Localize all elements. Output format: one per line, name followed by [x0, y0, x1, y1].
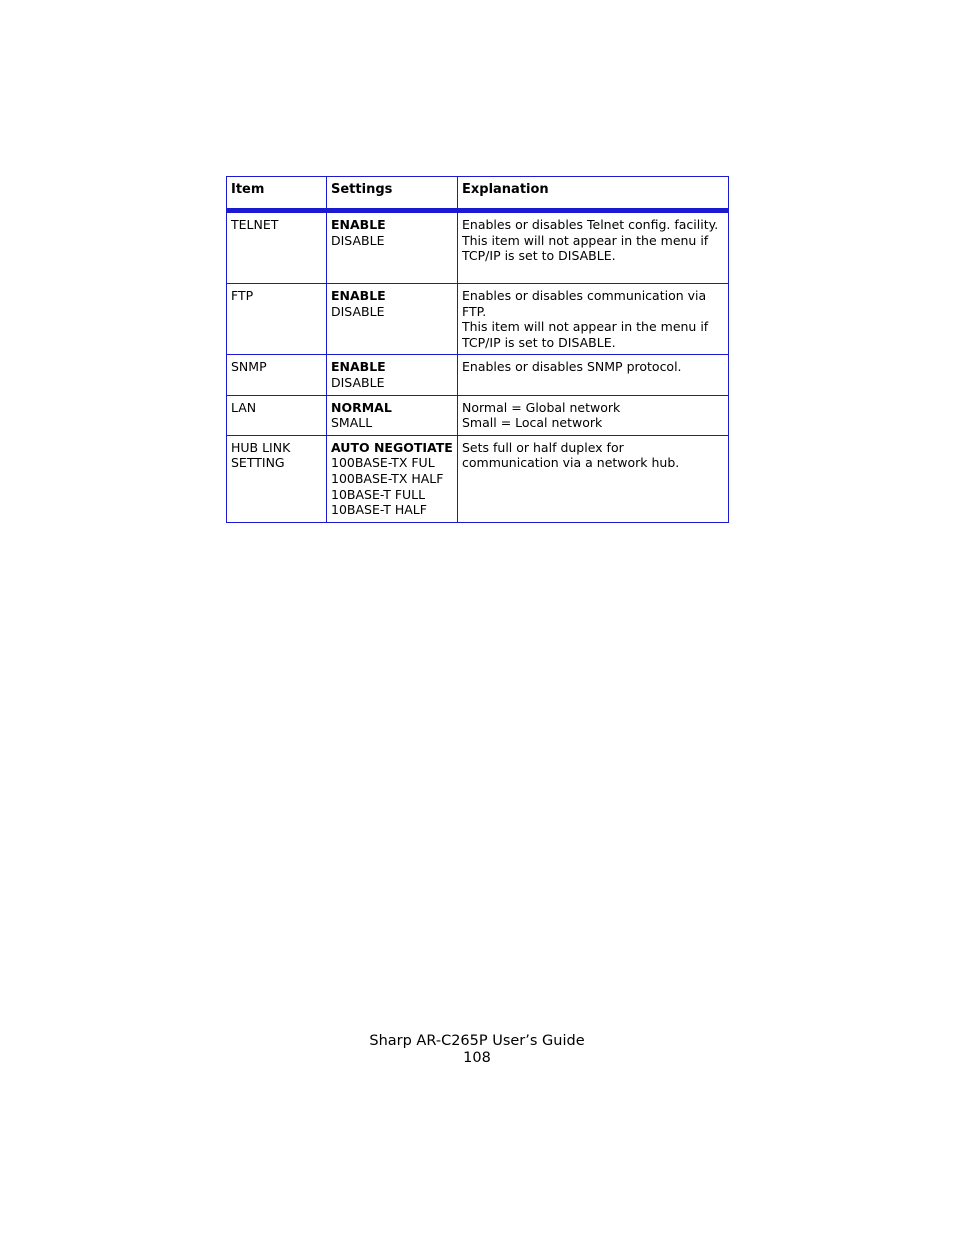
item-cell — [227, 435, 327, 522]
item-label: LAN — [231, 399, 257, 415]
setting-option: DISABLE — [331, 303, 385, 319]
item-label: SNMP — [231, 359, 267, 375]
item-cell — [227, 395, 327, 435]
footer-title: Sharp AR-C265P User’s Guide — [369, 1033, 585, 1049]
item-label: HUB LINK — [231, 439, 291, 455]
setting-option: 100BASE-TX FUL — [331, 455, 435, 471]
item-label: TELNET — [231, 217, 279, 232]
table-row — [227, 435, 729, 522]
table-row — [227, 284, 729, 355]
default-setting: NORMAL — [331, 399, 392, 415]
item-cell — [227, 211, 327, 284]
page-number: 108 — [463, 1050, 491, 1066]
header-explanation: Explanation — [458, 177, 729, 211]
setting-option: 10BASE-T FULL — [331, 486, 426, 502]
header-settings: Settings — [327, 177, 458, 211]
setting-option: 10BASE-T HALF — [331, 502, 427, 518]
explanation-note: This item will not appear in the menu if TCP/IP is set to DISABLE. — [462, 319, 709, 350]
item-cell — [227, 355, 327, 395]
explanation-text: Enables or disables communication via FTP. — [462, 288, 707, 319]
explanation-text: Sets full or half duplex for communication via a network hub. — [462, 439, 680, 471]
explanation-note: This item will not appear in the menu if TCP/IP is set to DISABLE. — [462, 232, 709, 264]
explanation-cell — [458, 284, 729, 355]
explanation-text: Small = Local network — [462, 415, 603, 431]
explanation-cell — [458, 395, 729, 435]
setting-option: 100BASE-TX HALF — [331, 470, 444, 486]
default-setting: ENABLE — [331, 217, 386, 232]
default-setting: ENABLE — [331, 359, 386, 375]
setting-option: SMALL — [331, 415, 373, 431]
explanation-text: Enables or disables SNMP protocol. — [462, 359, 682, 375]
explanation-text: Normal = Global network — [462, 399, 621, 415]
explanation-cell — [458, 211, 729, 284]
item-label: SETTING — [231, 455, 285, 471]
table-row — [227, 395, 729, 435]
explanation-cell — [458, 355, 729, 395]
item-label: FTP — [231, 288, 254, 303]
setting-option: DISABLE — [331, 374, 385, 390]
settings-cell — [327, 284, 458, 355]
settings-cell — [327, 355, 458, 395]
table-row — [227, 211, 729, 284]
item-cell — [227, 284, 327, 355]
default-setting: AUTO NEGOTIATE — [331, 439, 453, 455]
settings-cell — [327, 211, 458, 284]
page-footer — [0, 1033, 954, 1067]
explanation-cell — [458, 435, 729, 522]
explanation-text: Enables or disables Telnet config. facility. — [462, 217, 719, 232]
setting-option: DISABLE — [331, 232, 385, 248]
settings-cell — [327, 395, 458, 435]
table-row — [227, 355, 729, 395]
header-item: Item — [227, 177, 327, 211]
default-setting: ENABLE — [331, 288, 386, 303]
settings-cell — [327, 435, 458, 522]
settings-table — [226, 176, 729, 523]
table-header-row — [227, 177, 729, 211]
